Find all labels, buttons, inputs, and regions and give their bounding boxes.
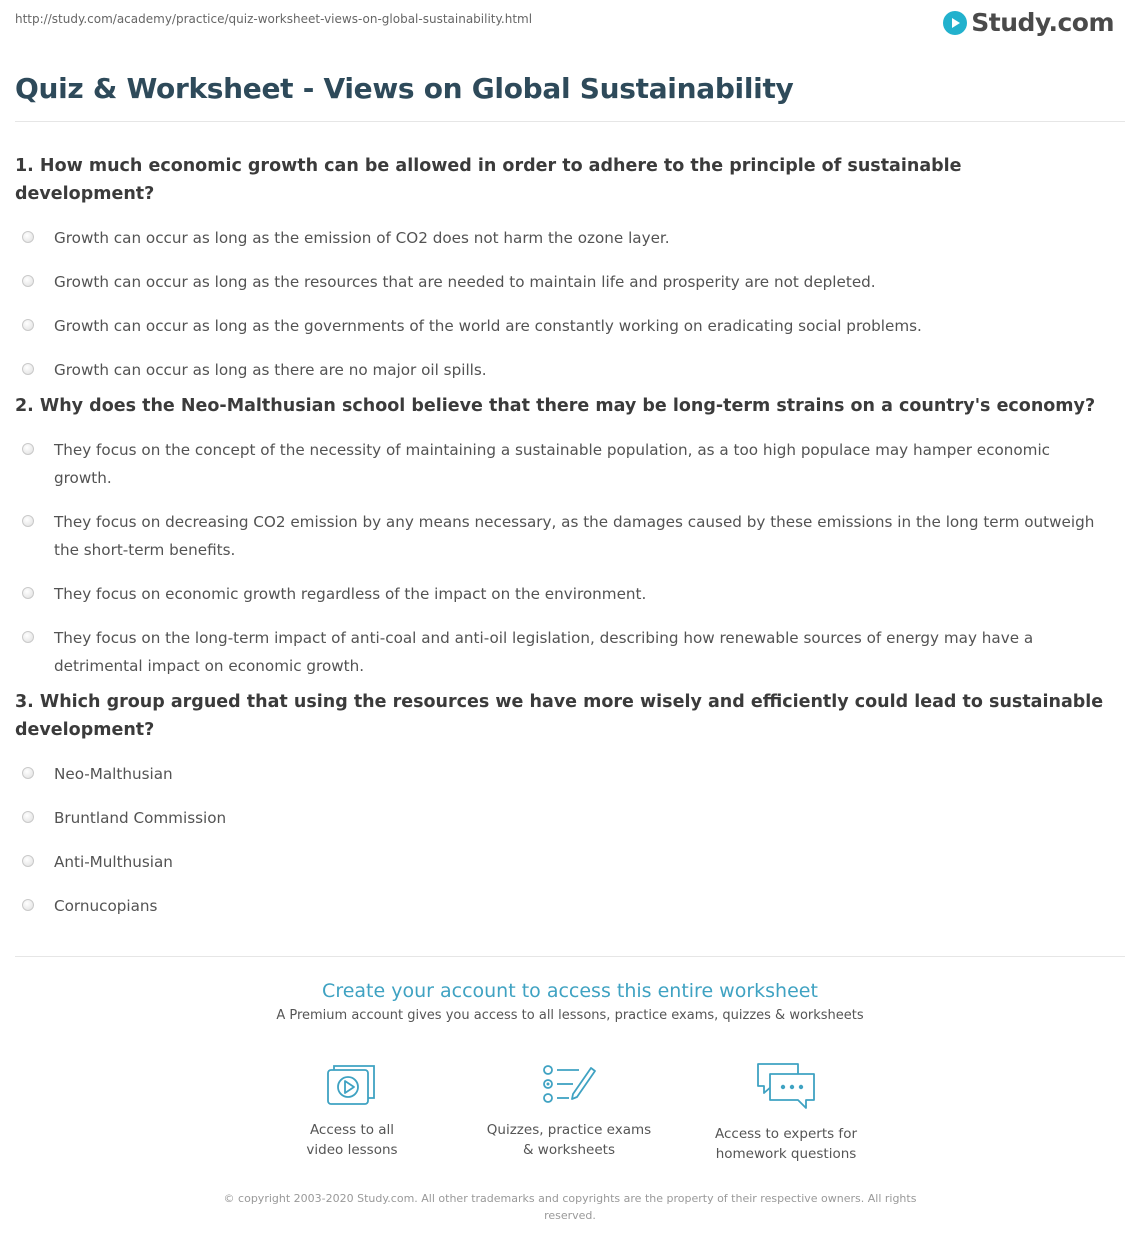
radio-button[interactable]	[22, 515, 34, 527]
chat-bubbles-icon	[754, 1062, 818, 1112]
video-lessons-icon	[326, 1062, 378, 1108]
copyright-line: reserved.	[544, 1209, 596, 1222]
title-divider	[15, 121, 1125, 122]
feature-video-lessons	[252, 1062, 452, 1160]
copyright-notice	[215, 1190, 925, 1224]
answer-option[interactable]	[15, 624, 1105, 680]
radio-button[interactable]	[22, 631, 34, 643]
answer-list	[15, 436, 1105, 680]
answer-option[interactable]	[15, 508, 1105, 564]
page-title: Quiz & Worksheet - Views on Global Sustainability	[15, 72, 794, 105]
radio-button[interactable]	[22, 363, 34, 375]
cta-divider	[15, 956, 1125, 957]
feature-label-line: homework questions	[715, 1146, 857, 1162]
feature-label	[252, 1120, 452, 1160]
answer-option[interactable]	[15, 804, 1105, 832]
radio-button[interactable]	[22, 811, 34, 823]
feature-label	[469, 1120, 669, 1160]
answer-option[interactable]	[15, 848, 1105, 876]
page-url: http://study.com/academy/practice/quiz-worksheet-views-on-global-sustainability.html	[15, 12, 533, 26]
answer-list	[15, 760, 1105, 920]
quiz-checklist-icon	[541, 1062, 597, 1108]
feature-experts	[686, 1062, 886, 1164]
answer-option[interactable]	[15, 760, 1105, 788]
radio-button[interactable]	[22, 275, 34, 287]
feature-label-line: Access to experts for	[714, 1126, 857, 1142]
feature-label-line: Access to all	[309, 1122, 395, 1138]
answer-option[interactable]	[15, 436, 1105, 492]
radio-button[interactable]	[22, 319, 34, 331]
answer-option[interactable]	[15, 312, 1105, 340]
cta-subtitle: A Premium account gives you access to all lessons, practice exams, quizzes & worksheets	[276, 1008, 864, 1023]
answer-option[interactable]	[15, 356, 1105, 384]
feature-label	[686, 1124, 886, 1164]
feature-quizzes	[469, 1062, 669, 1160]
radio-button[interactable]	[22, 855, 34, 867]
answer-text: Growth can occur as long as the emission of CO2 does not harm the ozone layer.	[54, 229, 670, 247]
copyright-line: © copyright 2003-2020 Study.com. All other trademarks and copyrights are the property of their respective owners. All rights	[223, 1192, 917, 1205]
answer-text: They focus on economic growth regardless of the impact on the environment.	[54, 585, 647, 603]
logo-text: Study.com	[971, 8, 1114, 37]
radio-button[interactable]	[22, 231, 34, 243]
answer-text: Bruntland Commission	[54, 809, 227, 827]
answer-option[interactable]	[15, 224, 1105, 252]
question-text: 1. How much economic growth can be allowed in order to adhere to the principle of sustainable development?	[15, 156, 962, 204]
feature-label-line: & worksheets	[522, 1142, 615, 1158]
question-text: 3. Which group argued that using the resources we have more wisely and efficiently could lead to sustainable development?	[15, 692, 1104, 740]
question-3	[15, 688, 1105, 936]
play-circle-icon	[943, 11, 967, 35]
radio-button[interactable]	[22, 899, 34, 911]
answer-option[interactable]	[15, 892, 1105, 920]
question-text: 2. Why does the Neo-Malthusian school believe that there may be long-term strains on a country's economy?	[15, 396, 1096, 416]
answer-text: They focus on the long-term impact of anti-coal and anti-oil legislation, describing how renewable sources of energy may have a detrimental impact on economic growth.	[54, 629, 1034, 675]
cta-title-link[interactable]: Create your account to access this entire worksheet	[322, 980, 818, 1002]
answer-text: Growth can occur as long as the resources that are needed to maintain life and prosperity are not depleted.	[54, 273, 876, 291]
question-1	[15, 152, 1105, 400]
answer-option[interactable]	[15, 268, 1105, 296]
answer-text: They focus on decreasing CO2 emission by any means necessary, as the damages caused by these emissions in the long term outweigh the short-term benefits.	[54, 513, 1095, 559]
answer-text: Neo-Malthusian	[54, 765, 173, 783]
answer-text: Cornucopians	[54, 897, 158, 915]
answer-text: Growth can occur as long as the governments of the world are constantly working on eradicating social problems.	[54, 317, 922, 335]
answer-text: Growth can occur as long as there are no major oil spills.	[54, 361, 487, 379]
question-2	[15, 392, 1105, 696]
signup-cta	[0, 980, 1140, 1023]
radio-button[interactable]	[22, 443, 34, 455]
answer-option[interactable]	[15, 580, 1105, 608]
answer-list	[15, 224, 1105, 384]
feature-label-line: video lessons	[306, 1142, 398, 1158]
radio-button[interactable]	[22, 587, 34, 599]
study-logo[interactable]	[943, 8, 1114, 37]
answer-text: They focus on the concept of the necessity of maintaining a sustainable population, as a too high populace may hamper economic growth.	[54, 441, 1051, 487]
radio-button[interactable]	[22, 767, 34, 779]
answer-text: Anti-Multhusian	[54, 853, 173, 871]
feature-label-line: Quizzes, practice exams	[486, 1122, 652, 1138]
